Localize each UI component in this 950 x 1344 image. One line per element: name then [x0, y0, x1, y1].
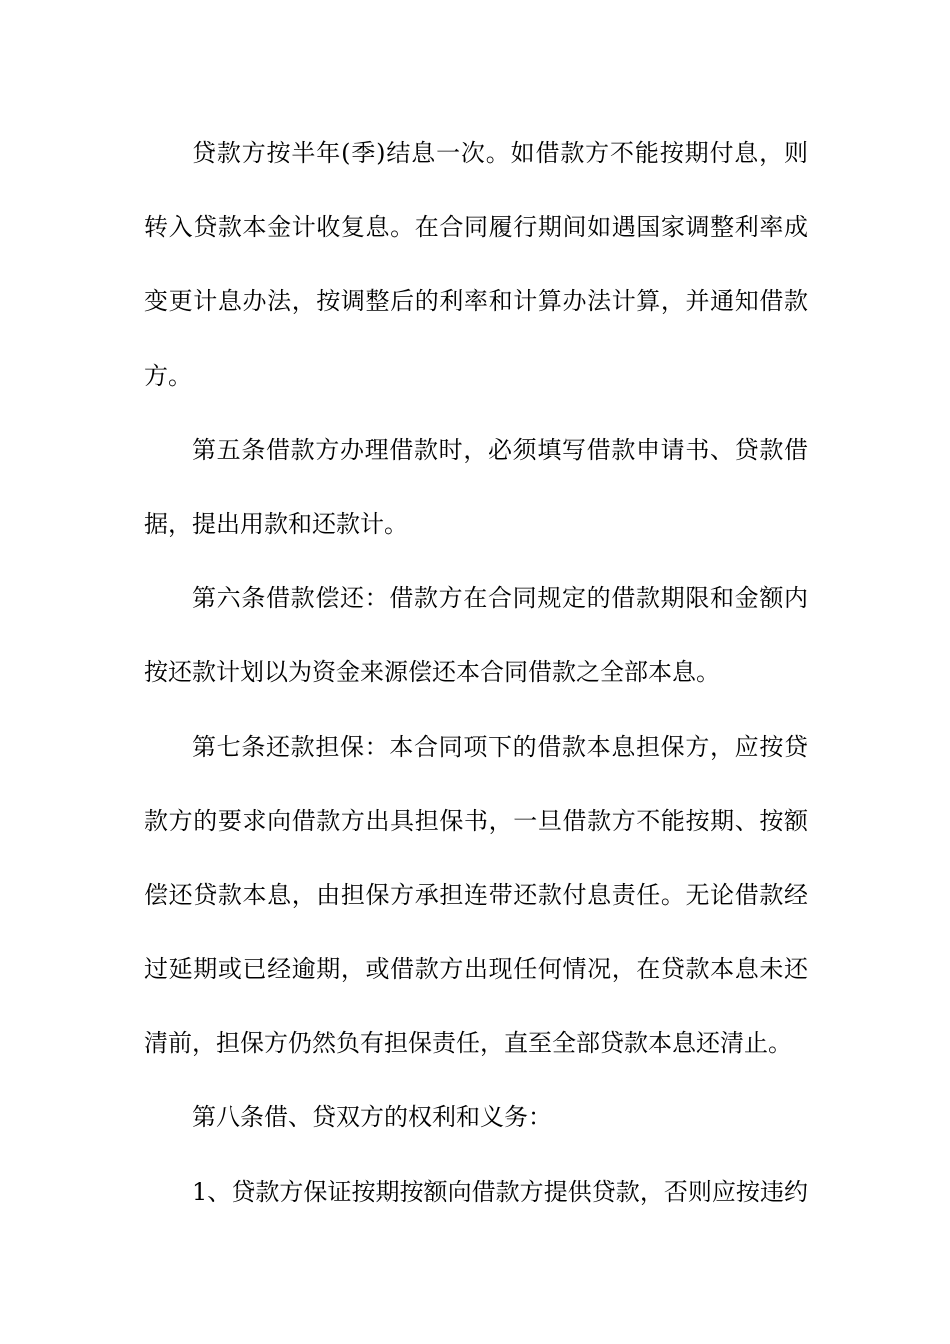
text-line: 方。	[144, 361, 192, 390]
text-line: 按还款计划以为资金来源偿还本合同借款之全部本息。	[144, 658, 720, 687]
contract-body-text	[144, 128, 808, 1241]
text-line: 偿还贷款本息，由担保方承担连带还款付息责任。无论借款经	[144, 880, 808, 909]
text-line: 第七条还款担保：本合同项下的借款本息担保方，应按贷	[192, 732, 808, 761]
text-line: 第六条借款偿还：借款方在合同规定的借款期限和金额内	[192, 584, 808, 613]
text-line: 变更计息办法，按调整后的利率和计算办法计算，并通知借款	[144, 287, 808, 316]
text-line: 转入贷款本金计收复息。在合同履行期间如遇国家调整利率成	[144, 213, 808, 242]
text-line: 据，提出用款和还款计。	[144, 509, 408, 538]
text-line: 1、贷款方保证按期按额向借款方提供贷款，否则应按违约	[192, 1177, 808, 1206]
text-line: 款方的要求向借款方出具担保书，一旦借款方不能按期、按额	[144, 806, 808, 835]
text-line: 过延期或已经逾期，或借款方出现任何情况，在贷款本息未还	[144, 955, 808, 984]
text-line: 清前，担保方仍然负有担保责任，直至全部贷款本息还清止。	[144, 1029, 792, 1058]
text-line: 贷款方按半年(季)结息一次。如借款方不能按期付息，则	[192, 139, 808, 167]
text-line: 第八条借、贷双方的权利和义务：	[192, 1103, 552, 1132]
text-line: 第五条借款方办理借款时，必须填写借款申请书、贷款借	[192, 435, 808, 464]
